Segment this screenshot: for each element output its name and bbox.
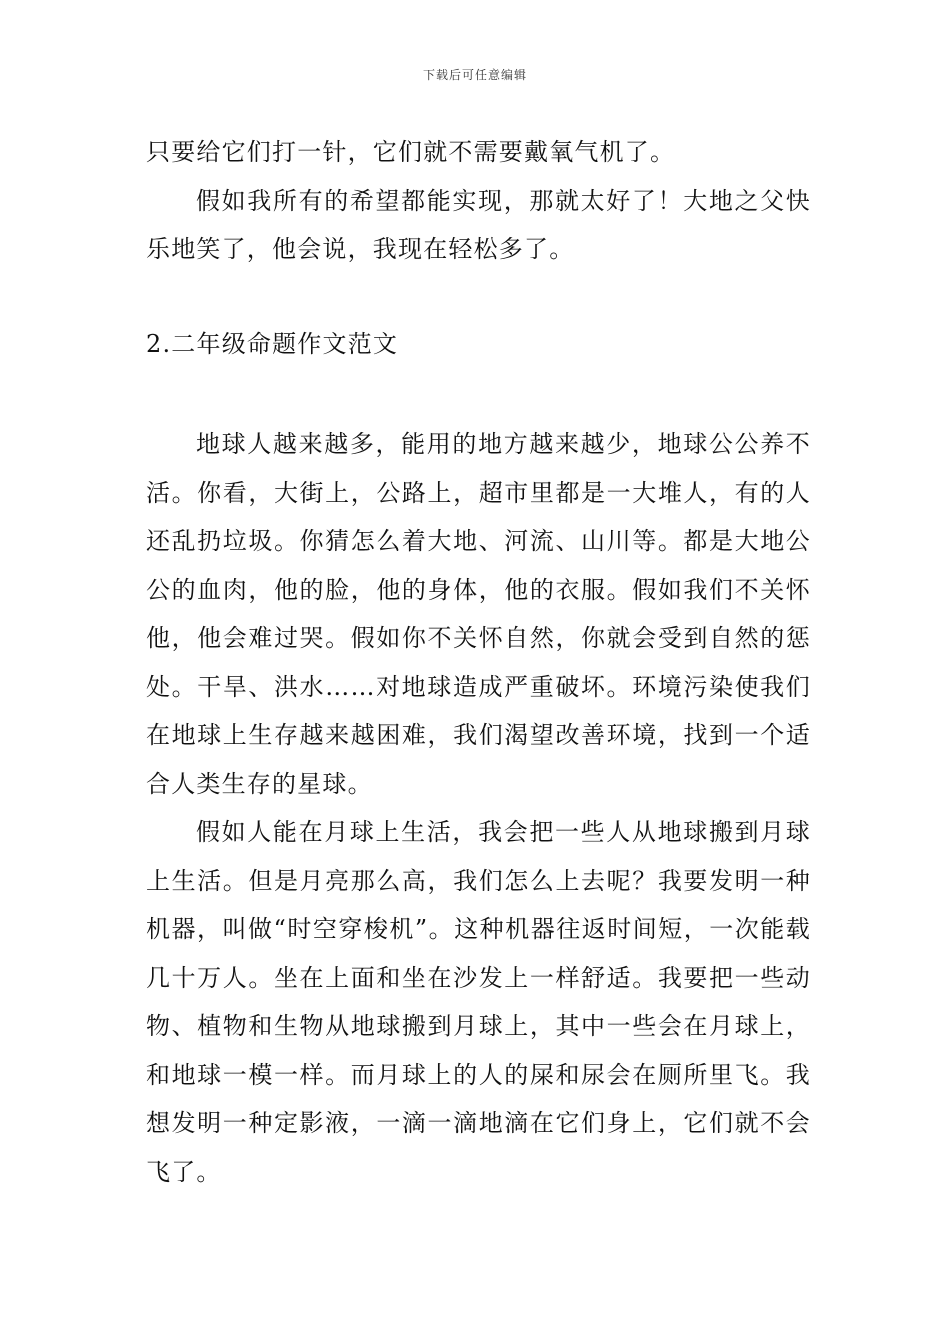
paragraph-2: 假如我所有的希望都能实现，那就太好了！大地之父快乐地笑了，他会说，我现在轻松多了。 xyxy=(146,186,811,263)
paragraph-1: 只要给它们打一针，它们就不需要戴氧气机了。 xyxy=(146,138,676,166)
spacer xyxy=(146,274,811,320)
paragraph-4: 假如人能在月球上生活，我会把一些人从地球搬到月球上生活。但是月亮那么高，我们怎么上去呢？我要发明一种机器，叫做“时空穿梭机”。这种机器往返时间短，一次能载几十万人。坐在上面和坐在沙发上一样舒适。我要把一些动物、植物和生物从地球搬到月球上，其中一些会在月球上，和地球一模一样。而月球上的人的屎和尿会在厕所里飞。我想发明一种定影液，一滴一滴地滴在它们身上，它们就不会飞了。 xyxy=(146,818,811,1186)
paragraph-3: 地球人越来越多，能用的地方越来越少，地球公公养不活。你看，大街上，公路上，超市里都是一大堆人，有的人还乱扔垃圾。你猜怎么着大地、河流、山川等。都是大地公公的血肉，他的脸，他的身体，他的衣服。假如我们不关怀他，他会难过哭。假如你不关怀自然，你就会受到自然的惩处。干旱、洪水……对地球造成严重破坏。环境污染使我们在地球上生存越来越困难，我们渴望改善环境，找到一个适合人类生存的星球。 xyxy=(146,430,811,798)
section-heading: 2.二年级命题作文范文 xyxy=(146,329,399,358)
document-body xyxy=(146,128,811,1196)
header-note: 下载后可任意编辑 xyxy=(422,68,527,82)
spacer xyxy=(146,368,811,420)
